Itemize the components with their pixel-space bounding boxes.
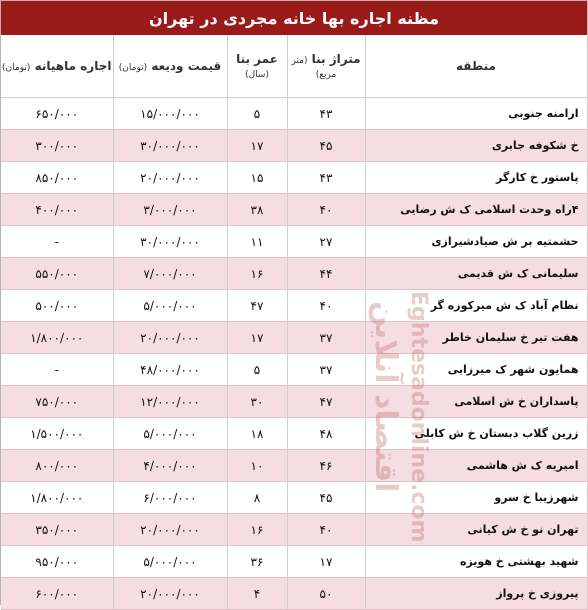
cell-deposit: ۳۰/۰۰۰/۰۰۰ (113, 130, 227, 162)
cell-rent: - (1, 226, 113, 258)
table-row (1, 226, 587, 258)
table-row (1, 546, 587, 578)
cell-deposit: ۴/۰۰۰/۰۰۰ (113, 450, 227, 482)
cell-age: ۴۷ (227, 290, 287, 322)
table-title: مظنه اجاره بها خانه مجردی در تهران (1, 1, 587, 35)
table-row (1, 98, 587, 130)
cell-age: ۵ (227, 98, 287, 130)
cell-age: ۳۸ (227, 194, 287, 226)
cell-rent: ۳۰۰/۰۰۰ (1, 130, 113, 162)
cell-size: ۱۷ (287, 546, 365, 578)
table-row (1, 450, 587, 482)
cell-rent: ۸۰۰/۰۰۰ (1, 450, 113, 482)
cell-deposit: ۵/۰۰۰/۰۰۰ (113, 418, 227, 450)
cell-deposit: ۶/۰۰۰/۰۰۰ (113, 482, 227, 514)
cell-deposit: ۵/۰۰۰/۰۰۰ (113, 546, 227, 578)
cell-size: ۴۶ (287, 450, 365, 482)
cell-age: ۱۰ (227, 450, 287, 482)
table-row (1, 482, 587, 514)
header-row (1, 35, 587, 98)
table-row (1, 322, 587, 354)
cell-area: پاسداران خ ش اسلامی (365, 386, 587, 418)
cell-size: ۴۰ (287, 514, 365, 546)
header-size: متراژ بنا (متر مربع) (287, 35, 365, 98)
cell-area: نظام آباد ک ش میرکوزه گر (365, 290, 587, 322)
cell-deposit: ۱۲/۰۰۰/۰۰۰ (113, 386, 227, 418)
cell-age: ۱۵ (227, 162, 287, 194)
cell-age: ۳۰ (227, 386, 287, 418)
cell-age: ۱۱ (227, 226, 287, 258)
cell-age: ۸ (227, 482, 287, 514)
cell-area: شهید بهشتی خ هویزه (365, 546, 587, 578)
cell-deposit: ۳۰/۰۰۰/۰۰۰ (113, 226, 227, 258)
table-row (1, 194, 587, 226)
cell-rent: ۱/۸۰۰/۰۰۰ (1, 322, 113, 354)
cell-deposit: ۲۰/۰۰۰/۰۰۰ (113, 514, 227, 546)
table-row (1, 162, 587, 194)
cell-age: ۴ (227, 578, 287, 610)
cell-size: ۴۷ (287, 386, 365, 418)
cell-deposit: ۴۸/۰۰۰/۰۰۰ (113, 354, 227, 386)
cell-deposit: ۲۰/۰۰۰/۰۰۰ (113, 162, 227, 194)
table-row (1, 354, 587, 386)
cell-size: ۴۳ (287, 162, 365, 194)
header-age: عمر بنا (سال) (227, 35, 287, 98)
cell-area: زرین گلاب دبستان خ ش کابلی (365, 418, 587, 450)
cell-area: حشمتیه بر ش صیادشیرازی (365, 226, 587, 258)
cell-rent: ۶۵۰/۰۰۰ (1, 98, 113, 130)
cell-deposit: ۳/۰۰۰/۰۰۰ (113, 194, 227, 226)
cell-rent: ۴۰۰/۰۰۰ (1, 194, 113, 226)
table-row (1, 130, 587, 162)
cell-size: ۳۷ (287, 354, 365, 386)
cell-size: ۴۵ (287, 482, 365, 514)
cell-size: ۳۷ (287, 322, 365, 354)
cell-deposit: ۷/۰۰۰/۰۰۰ (113, 258, 227, 290)
cell-age: ۱۶ (227, 258, 287, 290)
cell-age: ۱۷ (227, 130, 287, 162)
cell-area: هفت تیر خ سلیمان خاطر (365, 322, 587, 354)
watermark-logo-en: Eghtesadonline.com (406, 291, 431, 543)
table-row (1, 386, 587, 418)
cell-size: ۵۰ (287, 578, 365, 610)
cell-rent: - (1, 354, 113, 386)
cell-area: پاستور خ کارگر (365, 162, 587, 194)
header-rent: اجاره ماهیانه (تومان) (1, 35, 113, 98)
cell-rent: ۵۰۰/۰۰۰ (1, 290, 113, 322)
cell-deposit: ۲۰/۰۰۰/۰۰۰ (113, 322, 227, 354)
watermark-logo-fa: اقتصاد آنلاین (368, 301, 403, 493)
cell-deposit: ۵/۰۰۰/۰۰۰ (113, 290, 227, 322)
cell-size: ۴۰ (287, 290, 365, 322)
cell-rent: ۷۵۰/۰۰۰ (1, 386, 113, 418)
cell-area: ۴راه وحدت اسلامی ک ش رضایی (365, 194, 587, 226)
cell-area: پیروزی خ پرواز (365, 578, 587, 610)
header-area: منطقه (365, 35, 587, 98)
cell-area: همایون شهر ک میرزایی (365, 354, 587, 386)
cell-size: ۲۷ (287, 226, 365, 258)
cell-deposit: ۲۰/۰۰۰/۰۰۰ (113, 578, 227, 610)
cell-rent: ۳۵۰/۰۰۰ (1, 514, 113, 546)
table-row (1, 290, 587, 322)
rent-table (1, 35, 588, 610)
cell-age: ۵ (227, 354, 287, 386)
cell-rent: ۵۵۰/۰۰۰ (1, 258, 113, 290)
cell-rent: ۱/۸۰۰/۰۰۰ (1, 482, 113, 514)
cell-age: ۱۸ (227, 418, 287, 450)
cell-age: ۳۶ (227, 546, 287, 578)
table-row (1, 514, 587, 546)
cell-age: ۱۶ (227, 514, 287, 546)
cell-area: سلیمانی ک ش قدیمی (365, 258, 587, 290)
cell-size: ۴۰ (287, 194, 365, 226)
cell-area: ارامنه جنوبی (365, 98, 587, 130)
cell-age: ۱۷ (227, 322, 287, 354)
cell-size: ۴۳ (287, 98, 365, 130)
cell-rent: ۹۵۰/۰۰۰ (1, 546, 113, 578)
cell-area: امیریه ک ش هاشمی (365, 450, 587, 482)
cell-area: شهرزیبا خ سرو (365, 482, 587, 514)
cell-area: تهران نو خ ش کیانی (365, 514, 587, 546)
cell-size: ۴۵ (287, 130, 365, 162)
table-row (1, 258, 587, 290)
cell-rent: ۶۰۰/۰۰۰ (1, 578, 113, 610)
cell-deposit: ۱۵/۰۰۰/۰۰۰ (113, 98, 227, 130)
cell-rent: ۱/۵۰۰/۰۰۰ (1, 418, 113, 450)
cell-area: خ شکوفه جابری (365, 130, 587, 162)
cell-size: ۴۸ (287, 418, 365, 450)
header-deposit: قیمت ودیعه (تومان) (113, 35, 227, 98)
table-row (1, 418, 587, 450)
cell-rent: ۸۵۰/۰۰۰ (1, 162, 113, 194)
cell-size: ۴۴ (287, 258, 365, 290)
